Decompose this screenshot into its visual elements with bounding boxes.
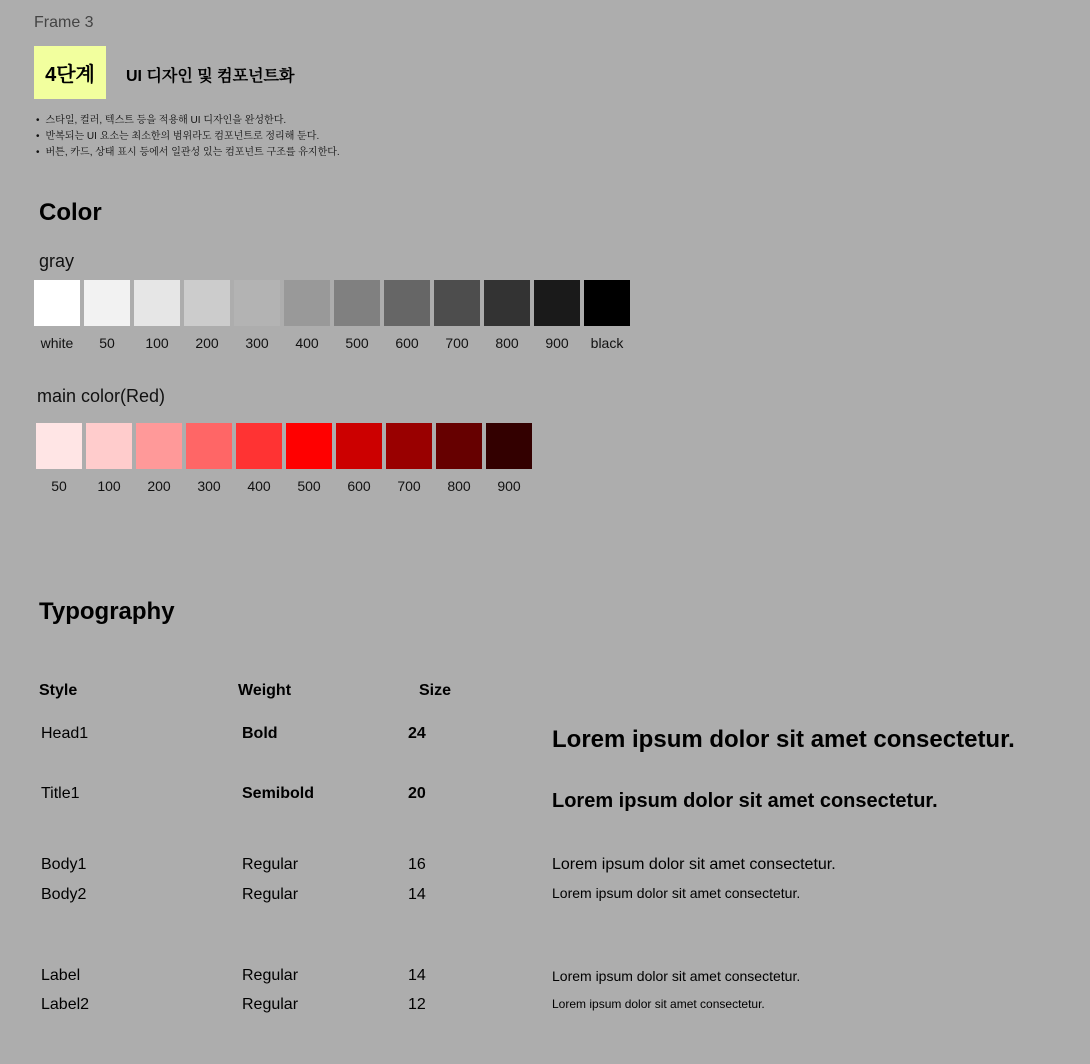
style-sample-label2: Lorem ipsum dolor sit amet consectetur. [552,997,765,1011]
style-weight: Regular [242,856,299,873]
gray-swatch-label: 300 [245,335,269,351]
red-swatch-800 [436,423,482,469]
red-swatch-100 [86,423,132,469]
red-swatch-400 [236,423,282,469]
red-swatch-300 [186,423,232,469]
stage-bullet: • 스타일, 컬러, 텍스트 등을 적용해 UI 디자인을 완성한다. [36,113,340,129]
gray-swatch-label: 700 [445,335,469,351]
red-swatch-label: 800 [447,478,471,494]
style-sample-label: Lorem ipsum dolor sit amet consectetur. [552,968,801,984]
gray-swatch-label: 500 [345,335,369,351]
style-weight: Regular [242,967,299,984]
stage-title: UI 디자인 및 컴포넌트화 [126,68,295,85]
style-name: Body1 [41,856,87,873]
column-weight: Weight [238,682,292,699]
red-swatch-label: 900 [497,478,521,494]
color-heading: Color [39,199,102,226]
gray-swatch-white [34,280,80,326]
style-name: Label2 [41,996,90,1013]
gray-swatch-label: 600 [395,335,419,351]
stage-badge: 4단계 [34,46,106,99]
stage-bullet: • 버튼, 카드, 상태 표시 등에서 일관성 있는 컴포넌트 구조를 유지한다. [36,145,340,161]
red-swatch-label: 600 [347,478,371,494]
gray-swatch-label: 900 [545,335,569,351]
gray-swatch-label: 50 [99,335,115,351]
red-swatch-700 [386,423,432,469]
style-size: 24 [408,725,426,742]
typography-heading: Typography [39,598,175,625]
gray-swatch-label: 200 [195,335,219,351]
gray-swatch-label: 100 [145,335,169,351]
gray-swatch-row [34,280,630,326]
style-name: Head1 [41,725,89,742]
style-sample-head1: Lorem ipsum dolor sit amet consectetur. [552,726,1015,753]
red-swatch-500 [286,423,332,469]
gray-swatch-labels [34,335,630,351]
red-swatch-row [36,423,532,469]
gray-swatch-300 [234,280,280,326]
style-sample-body1: Lorem ipsum dolor sit amet consectetur. [552,856,836,873]
frame-label: Frame 3 [34,14,94,31]
gray-swatch-label: white [40,335,74,351]
gray-swatch-label: black [590,335,624,351]
gray-swatch-100 [134,280,180,326]
red-swatch-label: 400 [247,478,271,494]
style-sample-title1: Lorem ipsum dolor sit amet consectetur. [552,790,938,812]
red-swatch-600 [336,423,382,469]
style-weight: Bold [242,725,278,742]
gray-swatch-black [584,280,630,326]
red-label: main color(Red) [37,386,166,406]
gray-swatch-800 [484,280,530,326]
column-size: Size [419,682,452,699]
style-name: Label [41,967,81,984]
gray-swatch-label: 800 [495,335,519,351]
red-swatch-200 [136,423,182,469]
gray-swatch-900 [534,280,580,326]
gray-label: gray [39,251,75,271]
red-swatch-labels [36,478,532,494]
red-swatch-label: 700 [397,478,421,494]
stage-bullets [36,113,340,161]
column-style: Style [39,682,78,699]
gray-swatch-400 [284,280,330,326]
style-size: 12 [408,996,426,1013]
style-size: 14 [408,886,426,903]
style-weight: Regular [242,996,299,1013]
style-weight: Semibold [242,785,315,802]
red-swatch-900 [486,423,532,469]
style-name: Body2 [41,886,87,903]
stage-bullet: • 반복되는 UI 요소는 최소한의 범위라도 컴포넌트로 정리해 둔다. [36,129,340,145]
style-size: 16 [408,856,426,873]
gray-swatch-label: 400 [295,335,319,351]
red-swatch-label: 50 [51,478,67,494]
gray-swatch-600 [384,280,430,326]
red-swatch-label: 100 [97,478,121,494]
gray-swatch-500 [334,280,380,326]
style-size: 20 [408,785,426,802]
red-swatch-label: 200 [147,478,171,494]
style-weight: Regular [242,886,299,903]
style-size: 14 [408,967,426,984]
style-sample-body2: Lorem ipsum dolor sit amet consectetur. [552,885,801,901]
red-swatch-label: 300 [197,478,221,494]
red-swatch-50 [36,423,82,469]
style-name: Title1 [41,785,80,802]
gray-swatch-50 [84,280,130,326]
gray-swatch-200 [184,280,230,326]
gray-swatch-700 [434,280,480,326]
red-swatch-label: 500 [297,478,321,494]
